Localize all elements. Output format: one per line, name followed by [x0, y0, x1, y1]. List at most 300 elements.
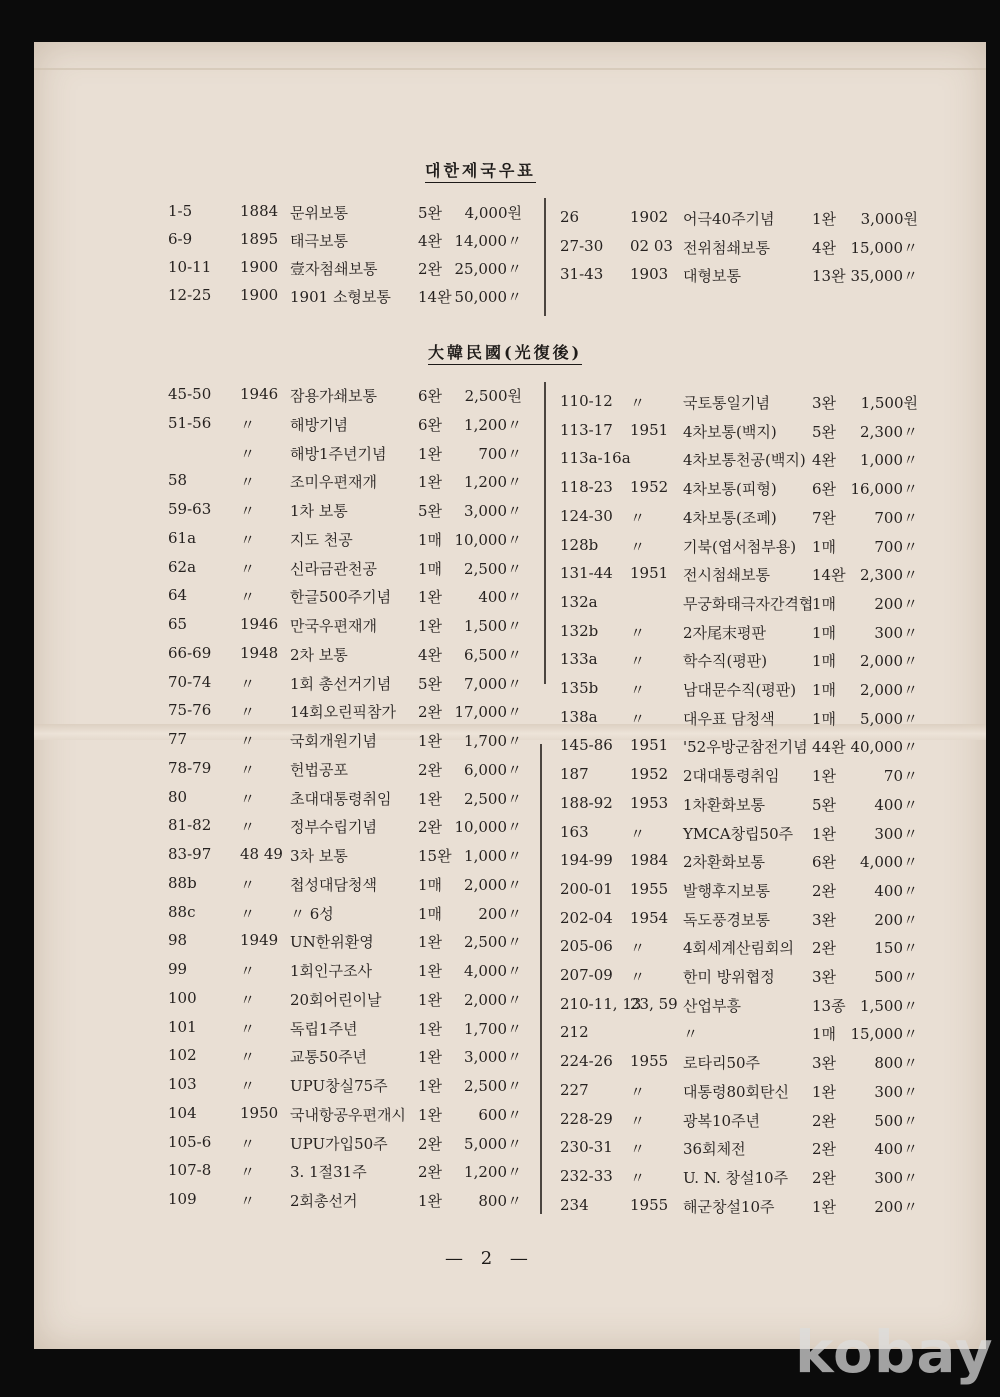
price: 300〃 — [874, 824, 918, 843]
stamp-name: 14회오린픽참가 — [290, 703, 397, 722]
list-row — [0, 237, 1000, 259]
stamp-name: 광복10주년 — [683, 1111, 761, 1130]
list-row — [0, 909, 1000, 931]
year: 1952 — [630, 765, 669, 784]
price: 2,500원 — [464, 387, 522, 405]
quantity: 1완 — [418, 732, 443, 750]
year: 〃 — [240, 415, 256, 434]
stamp-name: UPU가입50주 — [290, 1134, 388, 1153]
catalog-number: 83-97 — [168, 845, 212, 863]
list-row — [0, 995, 1000, 1017]
stamp-name: 3. 1절31주 — [290, 1163, 367, 1182]
year: 〃 — [240, 502, 256, 520]
quantity: 44완 — [812, 738, 846, 757]
catalog-number: 202-04 — [560, 908, 613, 927]
catalog-number: 163 — [560, 822, 589, 841]
price: 700〃 — [874, 508, 918, 527]
quantity: 6완 — [812, 853, 837, 872]
year: 〃 — [240, 559, 256, 578]
catalog-number: 207-09 — [560, 966, 613, 984]
catalog-number: 6-9 — [168, 230, 193, 248]
year: 〃 — [240, 760, 256, 779]
stamp-name: 독립1주년 — [290, 1019, 358, 1038]
stamp-name: 4차보통천공(백지) — [683, 451, 806, 470]
year: 〃 — [630, 681, 646, 699]
stamp-name: 1차환화보통 — [683, 795, 765, 814]
year: 〃 — [240, 875, 256, 894]
quantity: 5완 — [418, 502, 443, 520]
year: 〃 — [630, 968, 646, 986]
list-row — [0, 392, 1000, 414]
stamp-name: 신라금관천공 — [290, 559, 377, 578]
quantity: 6완 — [418, 415, 443, 434]
quantity: 2완 — [418, 260, 443, 278]
year: 〃 — [630, 1111, 646, 1130]
year: 1895 — [240, 230, 279, 248]
quantity: 5완 — [812, 422, 837, 441]
stamp-name: 헌법공포 — [290, 760, 348, 779]
price: 2,000〃 — [464, 875, 522, 894]
price: 4,000〃 — [464, 962, 522, 980]
quantity: 3완 — [812, 394, 837, 412]
price: 2,000〃 — [464, 990, 522, 1009]
year: 23, 59 — [630, 994, 678, 1013]
stamp-name: 국회개원기념 — [290, 732, 377, 750]
stamp-name: YMCA창립50주 — [683, 824, 794, 843]
list-row — [0, 536, 1000, 558]
price: 1,700〃 — [464, 1019, 522, 1038]
stamp-name: 1차 보통 — [290, 502, 348, 520]
catalog-number: 99 — [168, 960, 188, 978]
price: 3,000〃 — [464, 502, 522, 520]
quantity: 1완 — [418, 1105, 443, 1124]
price: 15,000〃 — [850, 1025, 918, 1044]
catalog-number: 118-23 — [560, 478, 613, 497]
price: 200〃 — [874, 910, 918, 929]
quantity: 2완 — [418, 760, 443, 779]
catalog-number: 1-5 — [168, 202, 193, 220]
quantity: 1매 — [812, 681, 837, 699]
quantity: 1매 — [418, 904, 443, 923]
stamp-name: 잠용가쇄보통 — [290, 387, 377, 405]
catalog-number: 107-8 — [168, 1161, 212, 1180]
list-row — [0, 564, 1000, 586]
catalog-number: 234 — [560, 1195, 589, 1214]
list-row — [0, 679, 1000, 701]
catalog-number: 98 — [168, 931, 188, 950]
stamp-name: 20회어린이날 — [290, 990, 382, 1009]
year: 1955 — [630, 1195, 669, 1214]
catalog-number: 100 — [168, 988, 197, 1007]
price: 400〃 — [874, 795, 918, 814]
price: 25,000〃 — [454, 260, 522, 278]
quantity: 2완 — [812, 1168, 837, 1187]
list-row — [0, 507, 1000, 529]
price: 800〃 — [874, 1054, 918, 1073]
quantity: 14완 — [812, 566, 846, 585]
year: 〃 — [240, 674, 256, 693]
stamp-name: 조미우편재개 — [290, 473, 377, 492]
page-number: — 2 — — [445, 1248, 534, 1269]
catalog-number: 78-79 — [168, 758, 212, 777]
catalog-number: 45-50 — [168, 385, 212, 403]
year: 1951 — [630, 420, 669, 439]
stamp-name: 대통령80회탄신 — [683, 1082, 790, 1101]
list-row — [0, 478, 1000, 500]
quantity: 6완 — [812, 480, 837, 499]
quantity: 4완 — [812, 451, 837, 470]
quantity: 1완 — [418, 1077, 443, 1095]
quantity: 1매 — [418, 875, 443, 894]
stamp-name: 1901 소형보통 — [290, 288, 391, 306]
year: 〃 — [240, 962, 256, 980]
year: 1954 — [630, 908, 669, 927]
catalog-number: 188-92 — [560, 793, 613, 812]
price: 500〃 — [874, 968, 918, 986]
catalog-number: 131-44 — [560, 564, 613, 583]
year: 48 49 — [240, 845, 283, 863]
catalog-number: 194-99 — [560, 851, 613, 870]
price: 70〃 — [883, 767, 918, 786]
quantity: 1매 — [812, 652, 837, 671]
year: 1946 — [240, 615, 279, 633]
quantity: 4완 — [418, 645, 443, 664]
quantity: 1완 — [418, 617, 443, 635]
year: 〃 — [630, 709, 646, 728]
catalog-number: 109 — [168, 1190, 197, 1208]
quantity: 2완 — [812, 939, 837, 958]
year: 〃 — [240, 818, 256, 837]
quantity: 2완 — [418, 703, 443, 722]
catalog-number: 145-86 — [560, 736, 613, 755]
year: 〃 — [240, 473, 256, 492]
catalog-number: 230-31 — [560, 1138, 613, 1157]
stamp-name: 1회인구조사 — [290, 962, 372, 980]
stamp-name: 4차보통(백지) — [683, 422, 777, 441]
quantity: 15완 — [418, 847, 452, 865]
year: 1953 — [630, 793, 669, 812]
catalog-number: 124-30 — [560, 506, 613, 525]
list-row — [0, 1138, 1000, 1160]
price: 1,700〃 — [464, 732, 522, 750]
quantity: 4완 — [812, 238, 837, 257]
stamp-name: 첩성대담청색 — [290, 875, 377, 894]
price: 2,500〃 — [464, 559, 522, 578]
list-row — [0, 966, 1000, 988]
stamp-name: 2대대통령취임 — [683, 767, 780, 786]
catalog-number: 132a — [560, 592, 598, 611]
year: 1946 — [240, 385, 279, 403]
stamp-name: 4차보통(피형) — [683, 480, 777, 499]
year: 〃 — [240, 789, 256, 808]
year: 〃 — [240, 990, 256, 1009]
quantity: 7완 — [812, 508, 837, 527]
price: 700〃 — [874, 537, 918, 556]
stamp-name: 무궁화태극자간격협 — [683, 594, 814, 613]
stamp-name: 학수직(평판) — [683, 652, 768, 671]
price: 5,000〃 — [860, 709, 918, 728]
stamp-name: 초대대통령취임 — [290, 789, 392, 808]
catalog-number: 113-17 — [560, 420, 613, 439]
price: 50,000〃 — [454, 288, 522, 306]
price: 5,000〃 — [464, 1134, 522, 1153]
year: 〃 — [630, 1168, 646, 1187]
stamp-name: 해방1주년기념 — [290, 444, 387, 463]
stamp-name: 전위첨쇄보통 — [683, 238, 770, 257]
year: 1903 — [630, 265, 669, 283]
stamp-name: 3차 보통 — [290, 847, 348, 865]
quantity: 1완 — [418, 473, 443, 492]
quantity: 1완 — [418, 1019, 443, 1038]
price: 1,500〃 — [860, 996, 918, 1015]
price: 400〃 — [874, 1140, 918, 1159]
price: 2,500〃 — [464, 933, 522, 952]
watermark-logo: kobay — [795, 1318, 994, 1386]
price: 700〃 — [478, 444, 522, 463]
list-row — [0, 593, 1000, 615]
stamp-name: 〃 6성 — [290, 904, 334, 923]
year: 〃 — [630, 394, 646, 412]
list-row — [0, 421, 1000, 443]
price: 200〃 — [874, 1197, 918, 1216]
price: 1,000〃 — [860, 451, 918, 470]
catalog-number: 81-82 — [168, 816, 212, 835]
catalog-number: 103 — [168, 1075, 197, 1093]
year: 1984 — [630, 851, 669, 870]
list-row — [0, 880, 1000, 902]
catalog-number: 51-56 — [168, 413, 212, 432]
year: 〃 — [630, 1082, 646, 1101]
quantity: 13종 — [812, 996, 846, 1015]
quantity: 4완 — [418, 232, 443, 250]
list-row — [0, 851, 1000, 873]
year: 〃 — [240, 1077, 256, 1095]
quantity: 2완 — [418, 1134, 443, 1153]
quantity: 14완 — [418, 288, 452, 306]
stamp-name: 정부수립기념 — [290, 818, 377, 837]
list-row — [0, 1023, 1000, 1045]
price: 800〃 — [478, 1192, 522, 1210]
catalog-number: 10-11 — [168, 258, 212, 276]
quantity: 1완 — [812, 210, 837, 228]
catalog-number: 88c — [168, 902, 196, 921]
stamp-name: 한글500주기념 — [290, 588, 392, 607]
price: 6,000〃 — [464, 760, 522, 779]
stamp-name: 4차보통(조폐) — [683, 508, 777, 527]
year: 〃 — [240, 1163, 256, 1182]
year: 1949 — [240, 931, 279, 950]
price: 35,000〃 — [850, 267, 918, 285]
price: 150〃 — [874, 939, 918, 958]
price: 2,000〃 — [860, 681, 918, 699]
year: 〃 — [240, 530, 256, 549]
price: 600〃 — [478, 1105, 522, 1124]
catalog-number: 59-63 — [168, 500, 212, 518]
list-row — [0, 622, 1000, 644]
year: 02 03 — [630, 236, 673, 255]
list-row — [0, 1110, 1000, 1132]
catalog-number: 101 — [168, 1017, 197, 1036]
quantity: 1매 — [812, 537, 837, 556]
top-crease — [34, 68, 986, 70]
year: 〃 — [630, 824, 646, 843]
catalog-number: 64 — [168, 586, 188, 605]
stamp-name: '52우방군참전기념 — [683, 738, 808, 757]
catalog-number: 70-74 — [168, 672, 212, 691]
catalog-number: 62a — [168, 557, 197, 576]
catalog-number: 227 — [560, 1080, 589, 1099]
section-title-korean-empire: 대한제국우표 — [425, 158, 536, 183]
year: 〃 — [240, 1134, 256, 1153]
stamp-name: 만국우편재개 — [290, 617, 377, 635]
catalog-number: 27-30 — [560, 236, 604, 255]
price: 200〃 — [874, 594, 918, 613]
stamp-name: 태극보통 — [290, 232, 348, 250]
stamp-name: 해방기념 — [290, 415, 348, 434]
stamp-name: U. N. 창설10주 — [683, 1168, 789, 1187]
quantity: 1완 — [418, 588, 443, 607]
stamp-name: 문위보통 — [290, 204, 348, 222]
quantity: 1완 — [812, 1197, 837, 1216]
catalog-number: 133a — [560, 650, 598, 669]
price: 7,000〃 — [464, 674, 522, 693]
catalog-number: 102 — [168, 1046, 197, 1065]
price: 2,500〃 — [464, 1077, 522, 1095]
stamp-name: UN한위환영 — [290, 933, 374, 952]
catalog-number: 110-12 — [560, 392, 613, 410]
price: 14,000〃 — [454, 232, 522, 250]
quantity: 5완 — [812, 795, 837, 814]
quantity: 1완 — [418, 789, 443, 808]
year: 1951 — [630, 564, 669, 583]
quantity: 1완 — [418, 962, 443, 980]
price: 1,500〃 — [464, 617, 522, 635]
stamp-name: 2회총선거 — [290, 1192, 358, 1210]
year: 〃 — [240, 732, 256, 750]
year: 1900 — [240, 286, 279, 304]
catalog-number: 128b — [560, 535, 599, 554]
catalog-number: 113a-16a — [560, 449, 631, 468]
stamp-name: 국내항공우편개시 — [290, 1105, 406, 1124]
list-row — [0, 265, 1000, 287]
stamp-name: 지도 천공 — [290, 530, 353, 549]
year: 〃 — [630, 1140, 646, 1159]
price: 1,000〃 — [464, 847, 522, 865]
year: 〃 — [240, 444, 256, 463]
price: 300〃 — [874, 623, 918, 642]
quantity: 6완 — [418, 387, 443, 405]
stamp-name: UPU창실75주 — [290, 1077, 388, 1095]
price: 4,000원 — [464, 204, 522, 222]
catalog-number: 132b — [560, 621, 599, 640]
price: 2,300〃 — [860, 422, 918, 441]
quantity: 5완 — [418, 204, 443, 222]
catalog-number: 66-69 — [168, 643, 212, 662]
year: 〃 — [630, 508, 646, 527]
price: 200〃 — [478, 904, 522, 923]
catalog-number: 200-01 — [560, 879, 613, 898]
stamp-name: 대우표 담청색 — [683, 709, 775, 728]
catalog-number: 138a — [560, 707, 598, 726]
quantity: 1매 — [418, 530, 443, 549]
list-row — [0, 1167, 1000, 1189]
stamp-name: 36회체전 — [683, 1140, 746, 1159]
quantity: 1매 — [812, 594, 837, 613]
catalog-number: 80 — [168, 787, 188, 806]
stamp-name: 해군창설10주 — [683, 1197, 775, 1216]
list-row — [0, 1052, 1000, 1074]
year: 〃 — [630, 623, 646, 642]
year: 〃 — [630, 652, 646, 671]
catalog-number: 187 — [560, 765, 589, 784]
quantity: 1완 — [418, 933, 443, 952]
stamp-name: 국토통일기념 — [683, 394, 770, 412]
stamp-name: 대형보통 — [683, 267, 741, 285]
quantity: 1완 — [812, 824, 837, 843]
list-row — [0, 794, 1000, 816]
stamp-name: 2자尾末평판 — [683, 623, 767, 642]
list-row — [0, 650, 1000, 672]
price: 500〃 — [874, 1111, 918, 1130]
price: 2,500〃 — [464, 789, 522, 808]
price: 300〃 — [874, 1082, 918, 1101]
price: 400〃 — [478, 588, 522, 607]
stamp-name: 1회 총선거기념 — [290, 674, 392, 693]
year: 〃 — [240, 588, 256, 607]
catalog-number: 75-76 — [168, 701, 212, 720]
year: 1952 — [630, 478, 669, 497]
stamp-name: 기북(엽서첨부용) — [683, 537, 797, 556]
quantity: 3완 — [812, 910, 837, 929]
list-row — [0, 937, 1000, 959]
quantity: 2완 — [812, 881, 837, 900]
stamp-name: 발행후지보통 — [683, 881, 770, 900]
stamp-name: 교통50주년 — [290, 1048, 368, 1067]
quantity: 3완 — [812, 1054, 837, 1073]
year: 1951 — [630, 736, 669, 755]
quantity: 2완 — [812, 1140, 837, 1159]
quantity: 2완 — [418, 1163, 443, 1182]
catalog-number: 232-33 — [560, 1166, 613, 1185]
catalog-number: 224-26 — [560, 1052, 613, 1071]
price: 3,000원 — [860, 210, 918, 228]
quantity: 13완 — [812, 267, 846, 285]
year: 1955 — [630, 879, 669, 898]
stamp-name: 한미 방위협정 — [683, 968, 775, 986]
catalog-number: 105-6 — [168, 1132, 212, 1151]
price: 1,200〃 — [464, 473, 522, 492]
price: 10,000〃 — [454, 530, 522, 549]
year: 1950 — [240, 1103, 279, 1122]
list-row — [0, 286, 1000, 308]
year: 〃 — [240, 1192, 256, 1210]
list-row — [0, 708, 1000, 730]
year: 〃 — [240, 1048, 256, 1067]
year: 〃 — [630, 537, 646, 556]
stamp-name: 전시첨쇄보통 — [683, 566, 770, 585]
price: 10,000〃 — [454, 818, 522, 837]
quantity: 1완 — [812, 1082, 837, 1101]
quantity: 1매 — [812, 1025, 837, 1044]
quantity: 1매 — [812, 709, 837, 728]
catalog-number: 61a — [168, 528, 197, 547]
price: 16,000〃 — [850, 480, 918, 499]
price: 6,500〃 — [464, 645, 522, 664]
list-row — [0, 823, 1000, 845]
list-row — [0, 765, 1000, 787]
stamp-name: 2차 보통 — [290, 645, 348, 664]
catalog-number: 12-25 — [168, 286, 212, 304]
